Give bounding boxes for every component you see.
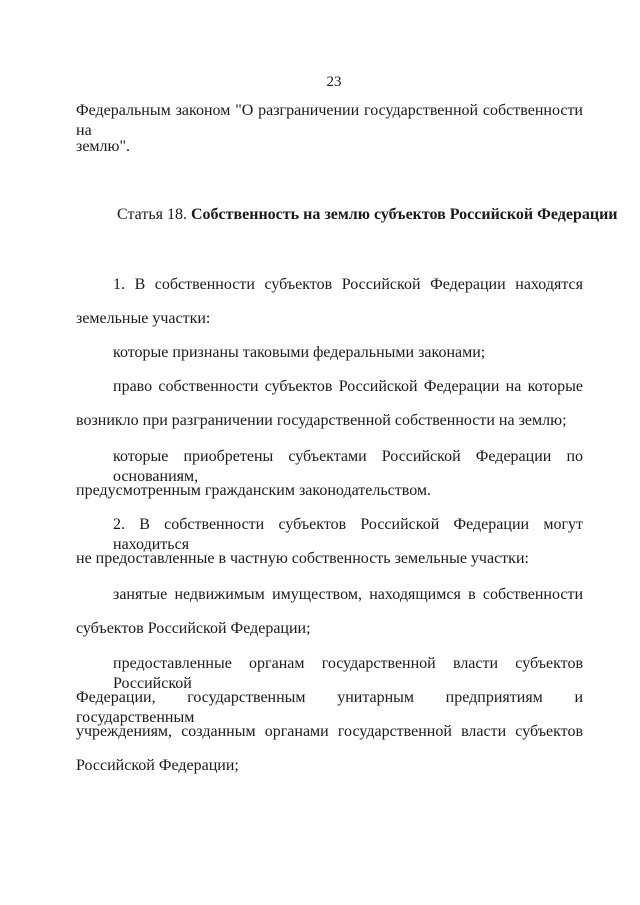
text-line: земельные участки: bbox=[76, 310, 211, 327]
text-line: 2. В собственности субъектов Российской Федерации могут находиться bbox=[113, 516, 583, 553]
text-line: 1. В собственности субъектов Российской Федерации находятся bbox=[113, 276, 583, 293]
text-line: не предоставленные в частную собственность земельные участки: bbox=[76, 550, 529, 567]
text-line: землю". bbox=[76, 138, 131, 155]
text-line: которые приобретены субъектами Российской Федерации по основаниям, bbox=[113, 448, 583, 485]
text-line: возникло при разграничении государственной собственности на землю; bbox=[76, 412, 567, 429]
page-number: 23 bbox=[326, 74, 342, 90]
text-line: Федерации, государственным унитарным предприятиям и государственным bbox=[76, 689, 583, 726]
text-line: учреждениям, созданным органами государственной власти субъектов bbox=[76, 723, 583, 740]
text-line: которые признаны таковыми федеральными законами; bbox=[113, 344, 486, 361]
text-line: предоставленные органам государственной власти субъектов Российской bbox=[113, 655, 583, 692]
text-line: предусмотренным гражданским законодательством. bbox=[76, 482, 432, 499]
article-number: Статья 18. bbox=[117, 206, 191, 223]
article-heading bbox=[117, 205, 618, 225]
text-line: Федеральным законом "О разграничении государственной собственности на bbox=[76, 102, 583, 139]
text-line: Российской Федерации; bbox=[76, 757, 239, 774]
article-title: Собственность на землю субъектов Российской Федерации bbox=[190, 206, 618, 223]
text-line: право собственности субъектов Российской Федерации на которые bbox=[113, 378, 583, 395]
text-line: занятые недвижимым имуществом, находящимся в собственности bbox=[113, 586, 583, 603]
text-line: субъектов Российской Федерации; bbox=[76, 620, 311, 637]
